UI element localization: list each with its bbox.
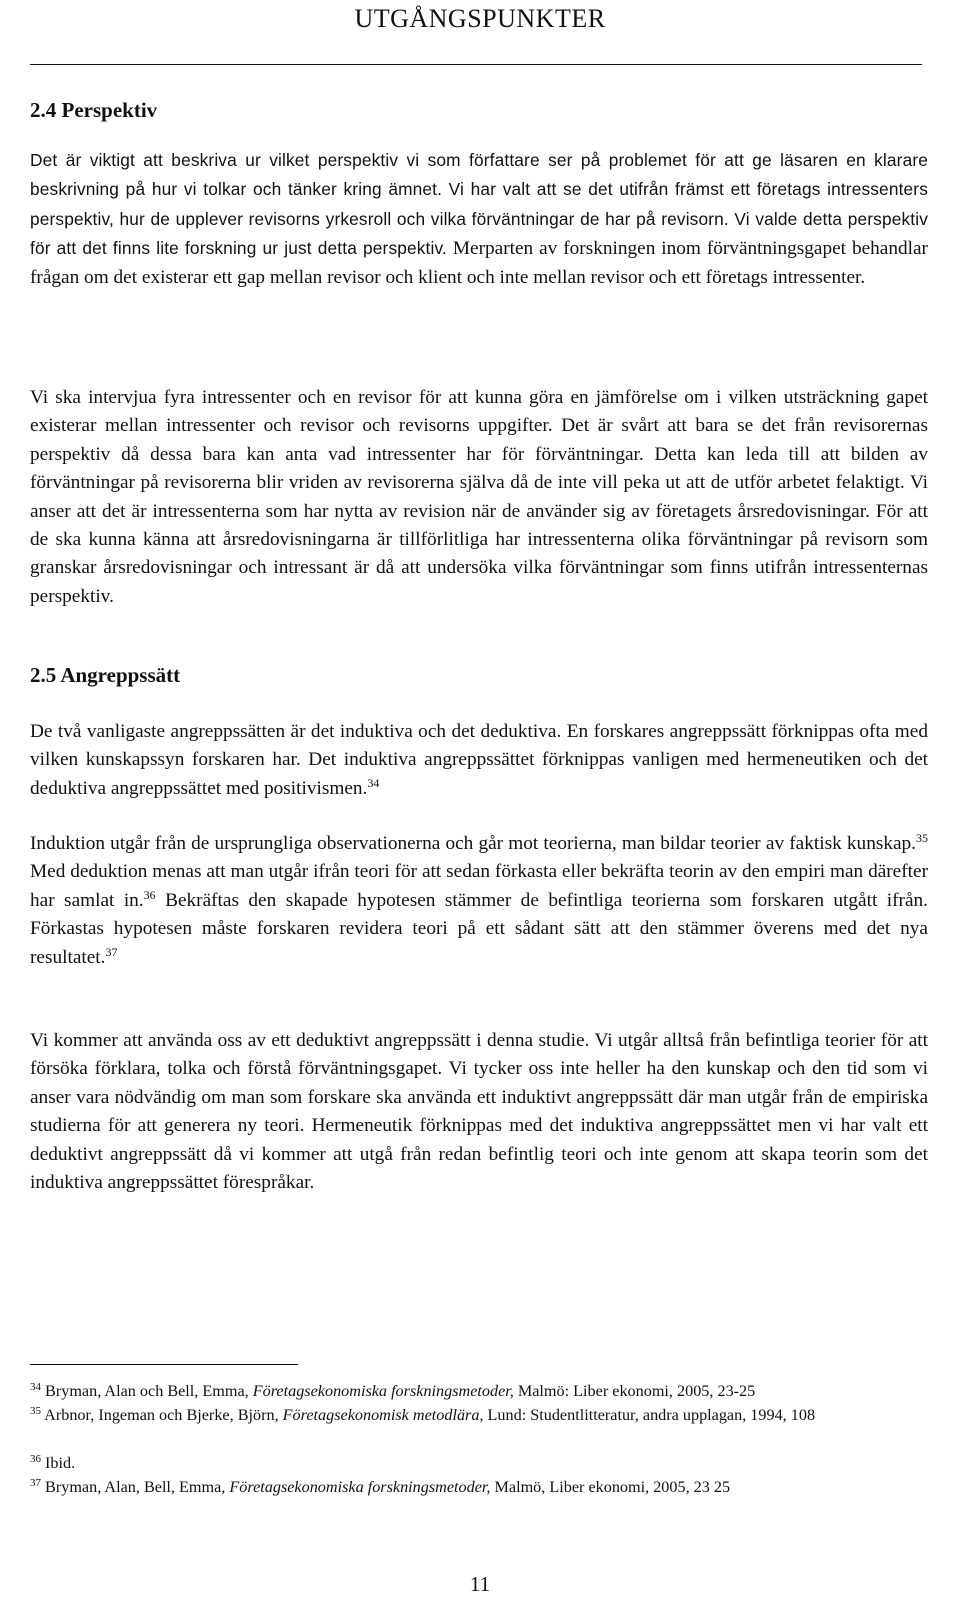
footnote-title: Företagsekonomisk metodlära — [282, 1406, 480, 1424]
paragraph-angreppssatt-2 — [30, 830, 928, 972]
footnote-author: Bryman, Alan, Bell, Emma, — [41, 1478, 230, 1496]
footnote-37 — [30, 1476, 928, 1500]
footnote-34 — [30, 1380, 928, 1404]
footnote-ref-37[interactable]: 37 — [105, 944, 118, 959]
heading-angreppssatt: 2.5 Angreppssätt — [30, 663, 181, 687]
footnote-title: Företagsekonomiska forskningsmetoder, — [229, 1478, 491, 1496]
paragraph-angreppssatt-1 — [30, 718, 928, 803]
footnote-ref-35[interactable]: 35 — [916, 831, 928, 845]
footnote-publisher: Malmö: Liber ekonomi, 2005, 23-25 — [513, 1382, 756, 1400]
footnote-number: 37 — [30, 1477, 41, 1489]
footnote-publisher: Malmö, Liber ekonomi, 2005, 23 25 — [490, 1478, 731, 1496]
paragraph-text-c: Bekräftas den skapade hypotesen stämmer de befintliga teorierna som forskaren utgått ifrån. Förkastas hypotesen måste forskaren revidera teori på ett sådant sätt att den stämmer överens med det nya resultatet. — [30, 889, 928, 968]
footnote-ref-36[interactable]: 36 — [143, 887, 156, 902]
paragraph-perspektiv-1 — [30, 146, 928, 292]
footnote-rule — [30, 1364, 298, 1365]
paragraph-angreppssatt-3: Vi kommer att använda oss av ett deduktivt angreppssätt i denna studie. Vi utgår alltså från befintliga teorier för att försöka förklara, tolka och förstå förväntningsgapet. Vi tycker oss inte heller ha den kunskap och den tid som vi anser vara nödvändig om man som forskare ska använda ett induktivt angreppssätt där man utgår från de empiriska studierna för att generera ny teori. Hermeneutik förknippas med det induktiva angreppssättet men vi har valt ett deduktivt angreppssätt då vi kommer att utgå från redan befintlig teori och inte genom att skapa teorin som det induktiva angreppssättet förespråkar. — [30, 1030, 928, 1194]
footnote-title: Företagsekonomiska forskningsmetoder, — [252, 1382, 514, 1400]
heading-perspektiv: 2.4 Perspektiv — [30, 98, 158, 122]
paragraph-text: De två vanligaste angreppssätten är det induktiva och det deduktiva. En forskares angreppssätt förknippas ofta med vilken kunskapssyn forskaren har. Det induktiva angreppssättet förknippas vanligen med hermeneutiken och det deduktiva angreppssättet med positivismen. — [30, 721, 928, 799]
footnote-author: Bryman, Alan och Bell, Emma, — [41, 1382, 253, 1400]
text-sans-run: Det är viktigt att beskriva ur vilket perspektiv vi som författare ser på problemet för att ge läsaren en klarare beskrivning på hur vi tolkar och tänker kring ämnet. Vi har valt att se det utifrån främst ett företags intressenters perspektiv, hur de upplever revisorns yrkesroll och vilka förväntningar de har på revisorn. Vi valde detta perspektiv för att det finns lite forskning ur just detta perspektiv. — [30, 150, 928, 259]
page-number: 11 — [469, 1572, 491, 1596]
paragraph-text-b: Med deduktion menas att man utgår ifrån teori för att sedan förkasta eller bekräfta teorin av den empiri man därefter har samlat in. — [30, 861, 928, 911]
footnote-text: Ibid. — [41, 1454, 76, 1472]
footnote-number: 35 — [30, 1405, 41, 1417]
paragraph-text-a: Induktion utgår från de ursprungliga observationerna och går mot teorierna, man bildar teorier av faktisk kunskap. — [30, 833, 916, 854]
footnote-number: 36 — [30, 1453, 41, 1465]
footnote-publisher: , Lund: Studentlitteratur, andra upplagan, 1994, 108 — [479, 1406, 816, 1424]
running-header: UTGÅNGSPUNKTER — [354, 4, 606, 33]
footnote-36 — [30, 1452, 928, 1476]
footnote-35 — [30, 1404, 928, 1428]
footnote-number: 34 — [30, 1381, 41, 1393]
text-serif-run: Merparten av forskningen inom förväntningsgapet behandlar frågan om det existerar ett gap mellan revisor och klient och inte mellan revisor och ett företags intressenter. — [30, 238, 928, 288]
footnote-ref-34[interactable]: 34 — [367, 775, 380, 790]
header-rule — [30, 64, 922, 65]
paragraph-perspektiv-2: Vi ska intervjua fyra intressenter och en revisor för att kunna göra en jämförelse om i vilken utsträckning gapet existerar mellan intressenter och revisor och revisorns uppgifter. Det är svårt att bara se det från revisorernas perspektiv då dessa bara kan anta vad intressenter har för förväntningar. Detta kan leda till att bilden av förväntningar på revisorerna blir vriden av revisorerna själva då de inte vill peka ut att de utför arbetet felaktigt. Vi anser att det är intressenterna som har nytta av revision när de använder sig av företagets årsredovisningar. För att de ska kunna känna att årsredovisningarna är tillförlitliga har intressenterna olika förväntningar på revisorn som granskar årsredovisningar och intressant är då att undersöka vilka förväntningar som finns utifrån intressenternas perspektiv. — [30, 387, 928, 607]
footnote-author: Arbnor, Ingeman och Bjerke, Björn, — [41, 1406, 283, 1424]
